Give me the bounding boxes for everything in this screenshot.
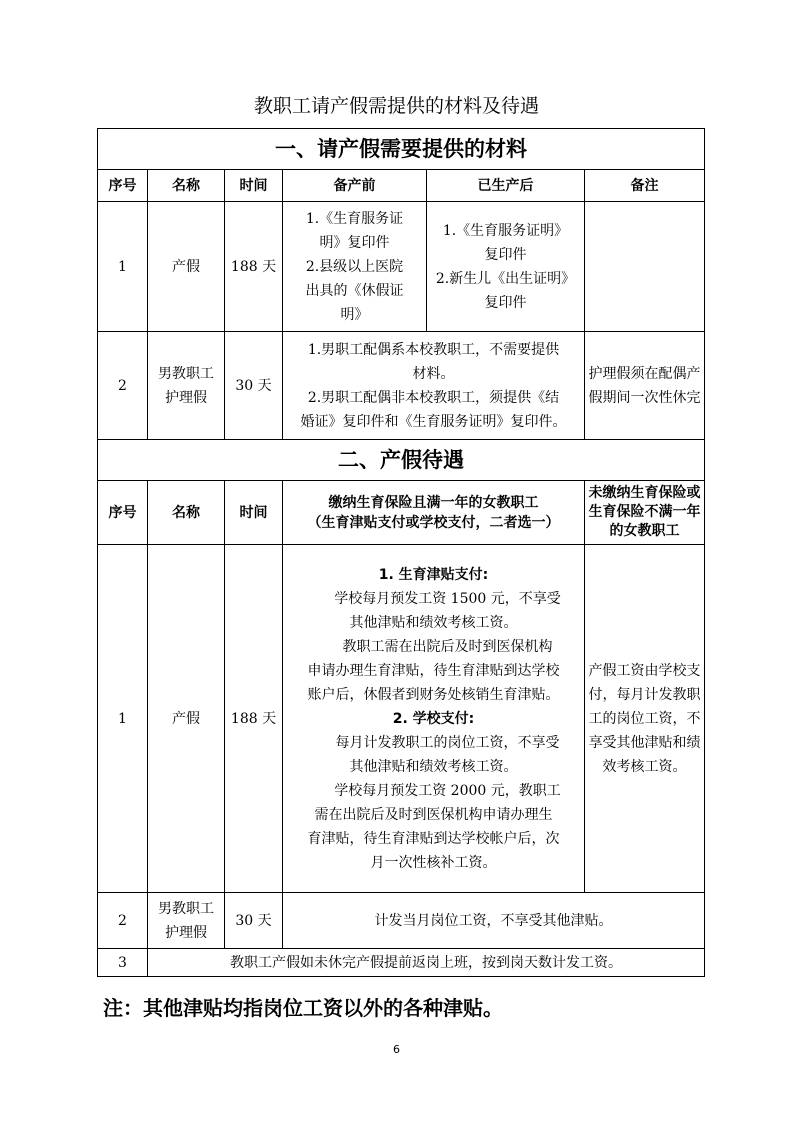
section2-header-row xyxy=(98,481,705,545)
before-birth-materials: 1.《生育服务证 明》复印件 2.县级以上医院 出具的《休假证 明》 xyxy=(283,202,427,332)
uninsured-treatment: 产假工资由学校支 付，每月计发教职 工的岗位工资，不 享受其他津贴和绩 效考核工资。 xyxy=(585,545,705,893)
section2-heading-row xyxy=(98,440,705,481)
row-no: 1 xyxy=(98,202,148,332)
leave-table xyxy=(97,128,705,977)
col-insured-header: 缴纳生育保险且满一年的女教职工 （生育津贴支付或学校支付，二者选一） xyxy=(283,481,585,545)
insured-treatment: 1. 生育津贴支付: 学校每月预发工资 1500 元，不享受 其他津贴和绩效考核工资。 教职工需在出院后及时到医保机构 申请办理生育津贴，待生育津贴到达学校 账户后，休假者到财务处核销生育津贴。 2. 学校支付: 每月计发教职工的岗位工资，不享受 其他津贴和绩效考核工资。 学校每月预发工资 2000 元，教职工 需在出院后及时到医保机构申请办理生 育津贴，待生育津贴到达学校帐户后，次 月一次性核补工资。 xyxy=(283,545,585,893)
after-birth-materials: 1.《生育服务证明》 复印件 2.新生儿《出生证明》 复印件 xyxy=(427,202,585,332)
col-no-header: 序号 xyxy=(98,481,148,545)
table-row xyxy=(98,202,705,332)
col-remark-header: 备注 xyxy=(585,170,705,202)
row-no: 1 xyxy=(98,545,148,893)
paternity-treatment: 计发当月岗位工资，不享受其他津贴。 xyxy=(283,893,705,949)
option2-title: 2. 学校支付: xyxy=(392,710,475,727)
col-after-header: 已生产后 xyxy=(427,170,585,202)
col-name-header: 名称 xyxy=(148,170,225,202)
row-remark: 护理假须在配偶产 假期间一次性休完 xyxy=(585,332,705,440)
col-uninsured-header: 未缴纳生育保险或 生育保险不满一年 的女教职工 xyxy=(585,481,705,545)
table-row xyxy=(98,332,705,440)
row-name: 产假 xyxy=(148,202,225,332)
page-title: 教职工请产假需提供的材料及待遇 xyxy=(253,95,539,117)
row-time: 188 天 xyxy=(225,545,283,893)
early-return-rule: 教职工产假如未休完产假提前返岗上班，按到岗天数计发工资。 xyxy=(148,949,705,977)
col-time-header: 时间 xyxy=(225,481,283,545)
row-time: 30 天 xyxy=(225,893,283,949)
row-remark xyxy=(585,202,705,332)
row-name: 男教职工 护理假 xyxy=(148,893,225,949)
row-name: 产假 xyxy=(148,545,225,893)
col-name-header: 名称 xyxy=(148,481,225,545)
table-row xyxy=(98,545,705,893)
section1-header-row xyxy=(98,170,705,202)
footnote: 注：其他津贴均指岗位工资以外的各种津贴。 xyxy=(103,996,503,1020)
section2-heading: 二、产假待遇 xyxy=(98,440,705,481)
row-time: 188 天 xyxy=(225,202,283,332)
paternity-materials: 1.男职工配偶系本校教职工，不需要提供 材料。 2.男职工配偶非本校教职工，须提供《结 婚证》复印件和《生育服务证明》复印件。 xyxy=(283,332,585,440)
col-before-header: 备产前 xyxy=(283,170,427,202)
option1-title: 1. 生育津贴支付: xyxy=(378,566,489,583)
section1-heading: 一、请产假需要提供的材料 xyxy=(98,129,705,170)
row-no: 2 xyxy=(98,893,148,949)
row-no: 2 xyxy=(98,332,148,440)
table-row xyxy=(98,893,705,949)
table-row xyxy=(98,949,705,977)
page-number: 6 xyxy=(393,1043,400,1056)
col-no-header: 序号 xyxy=(98,170,148,202)
row-name: 男教职工 护理假 xyxy=(148,332,225,440)
col-time-header: 时间 xyxy=(225,170,283,202)
row-time: 30 天 xyxy=(225,332,283,440)
section1-heading-row xyxy=(98,129,705,170)
row-no: 3 xyxy=(98,949,148,977)
